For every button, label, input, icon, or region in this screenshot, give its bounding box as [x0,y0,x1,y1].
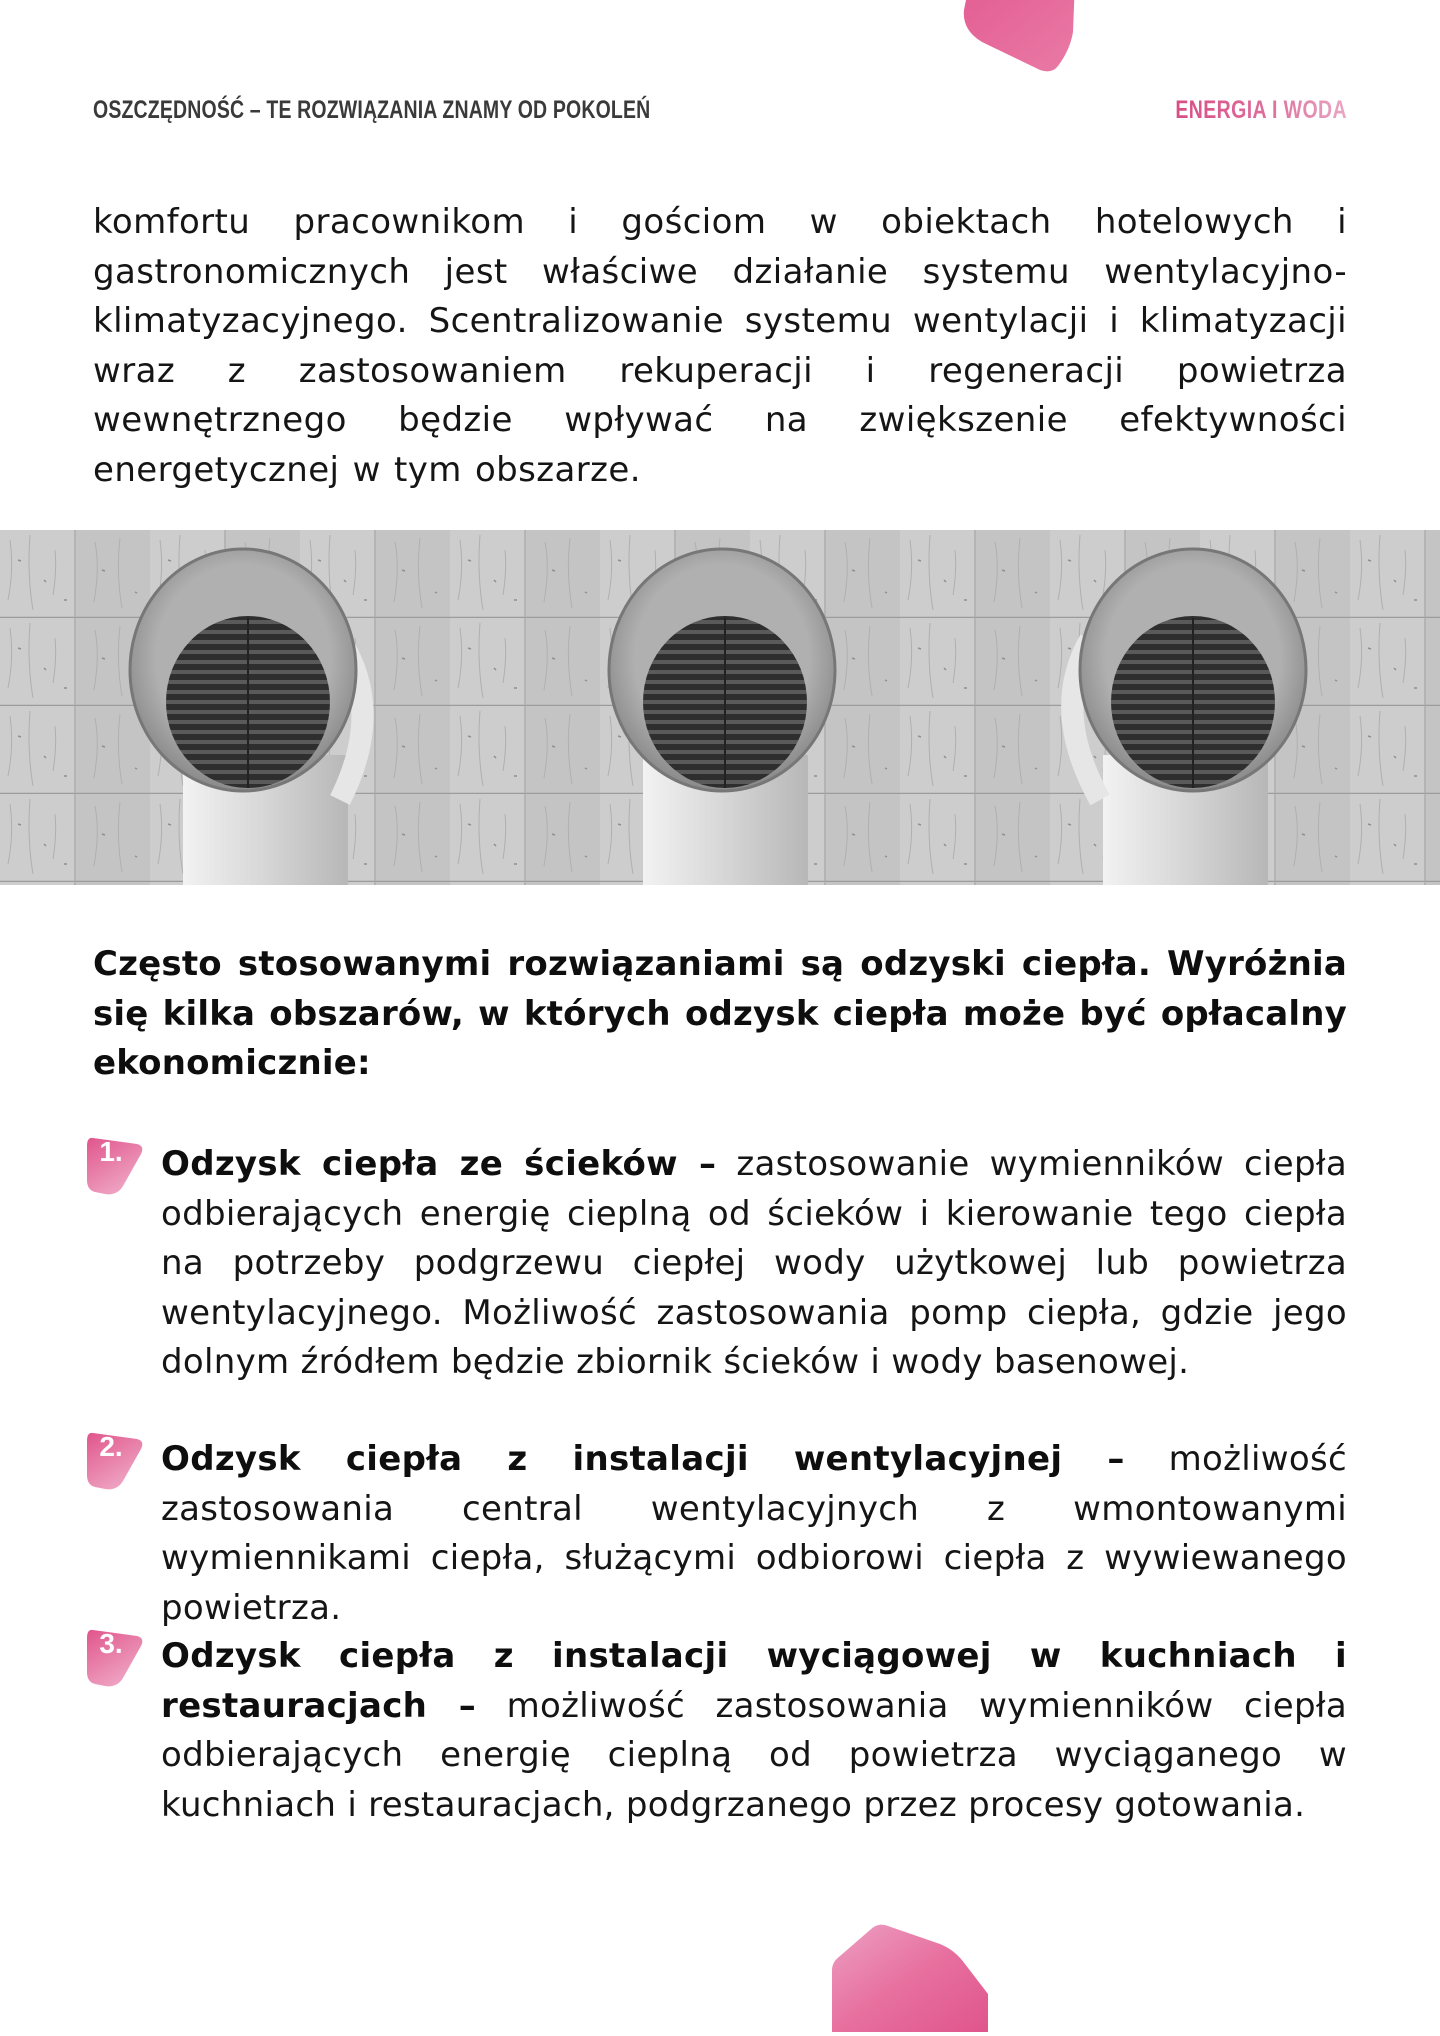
category-label: ENERGIA I WODA [1175,96,1347,124]
running-header [93,96,1347,132]
number-badge [79,1128,151,1200]
decorative-pink-shape-bottom [830,1922,990,2032]
lead-paragraph: Często stosowanymi rozwiązaniami są odzyski ciepła. Wyróżnia się kilka obszarów, w których odzysk ciepła może być opłacalny ekonomicznie: [93,944,1347,1083]
list-item-body: zastosowanie wymienników ciepła odbierających energię cieplną od ścieków i kierowanie tego ciepła na potrzeby podgrzewu ciepłej wody użytkowej lub powietrza wentylacyjnego. Możliwość zastosowania pomp ciepła, gdzie jego dolnym źródłem będzie zbiornik ścieków i wody basenowej. [161,1144,1347,1382]
decorative-pink-shape-top [960,0,1080,75]
badge-number: 2. [99,1431,123,1462]
badge-number: 1. [99,1136,123,1167]
list-item-text [161,1632,1347,1830]
section-title: OSZCZĘDNOŚĆ – TE ROZWIĄZANIA ZNAMY OD POKOLEŃ [93,96,651,124]
intro-paragraph: komfortu pracownikom i gościom w obiektach hotelowych i gastronomicznych jest właściwe działanie systemu wentylacyjno-klimatyzacyjnego. Scentralizowanie systemu wentylacji i klimatyzacji wraz z zastosowaniem rekuperacji i regeneracji powietrza wewnętrznego będzie wpływać na zwiększenie efektywności energetycznej w tym obszarze. [93,202,1347,490]
ventilation-pipes-photo [0,530,1440,885]
list-item-title: Odzysk ciepła z instalacji wyciągowej w kuchniach i restauracjach – [161,1636,1347,1726]
list-item-body: możliwość zastosowania central wentylacyjnych z wmontowanymi wymiennikami ciepła, służącymi odbiorowi ciepła z wywiewanego powietrza. [161,1439,1347,1628]
list-item-text [161,1435,1347,1633]
list-item-text [161,1140,1347,1388]
list-item-title: Odzysk ciepła z instalacji wentylacyjnej – [161,1439,1125,1479]
number-badge [79,1620,151,1692]
list-item-body: możliwość zastosowania wymienników ciepła odbierających energię cieplną od powietrza wyciąganego w kuchniach i restauracjach, podgrzanego przez procesy gotowania. [161,1685,1347,1825]
number-badge [79,1423,151,1495]
badge-number: 3. [99,1628,123,1659]
list-item-title: Odzysk ciepła ze ścieków – [161,1144,717,1184]
